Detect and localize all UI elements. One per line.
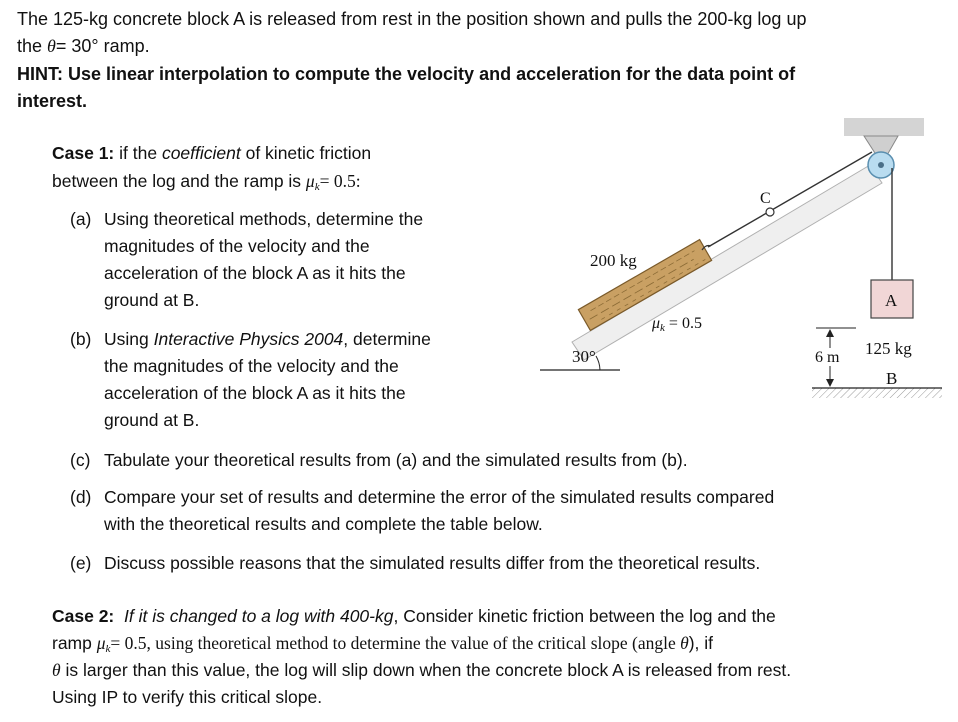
item-a-line-3: acceleration of the block A as it hits the — [104, 263, 406, 283]
item-c-text: Tabulate your theoretical results from (a) and the simulated results from (b). — [104, 450, 688, 470]
item-a-line-1: Using theoretical methods, determine the — [104, 209, 424, 229]
problem-statement-line-2: the θ= 30° ramp. — [17, 36, 150, 56]
item-b-line-4: ground at B. — [104, 410, 200, 430]
case1-heading: Case 1: if the coefficient of kinetic friction — [52, 143, 372, 163]
item-b-line-2: the magnitudes of the velocity and the — [104, 356, 399, 376]
item-d-line-2: with the theoretical results and complete the table below. — [104, 514, 543, 534]
item-c-label: (c) — [70, 450, 91, 470]
item-d-label: (d) — [70, 487, 92, 507]
height-label: 6 m — [815, 349, 840, 366]
item-a-label: (a) — [70, 209, 92, 229]
ground-b-hatch — [812, 388, 942, 398]
ground-b-label: B — [886, 369, 898, 388]
block-mass-label: 125 kg — [865, 339, 912, 358]
ceiling-support — [844, 118, 924, 136]
block-a-label: A — [885, 291, 898, 310]
pin-c — [766, 208, 774, 216]
angle-label: 30° — [572, 347, 596, 366]
problem-statement-line-1: The 125-kg concrete block A is released from rest in the position shown and pulls the 200-kg log up — [17, 9, 807, 29]
angle-arc — [596, 356, 600, 370]
case2-line-3: θ is larger than this value, the log will slip down when the concrete block A is released from rest. — [52, 660, 792, 680]
pulley-c-label: C — [760, 190, 771, 207]
item-b-line-3: acceleration of the block A as it hits the — [104, 383, 406, 403]
dimension-upper-arrowhead — [826, 329, 834, 337]
item-a-line-4: ground at B. — [104, 290, 200, 310]
case2-line-2: ramp $\mu_k= 0.5$, using theoretical method to determine the value of the critical slope (angle θ), if — [52, 633, 714, 655]
item-e-text: Discuss possible reasons that the simulated results differ from the theoretical results. — [104, 553, 761, 573]
case1-friction-line: between the log and the ramp is $\mu_k= 0.5$: — [52, 171, 361, 193]
pulley-hub — [878, 162, 884, 168]
item-d-line-1: Compare your set of results and determine the error of the simulated results compared — [104, 487, 775, 507]
log-mass-label: 200 kg — [590, 251, 637, 270]
hint-line-2: interest. — [17, 91, 88, 111]
ramp-figure — [520, 110, 950, 435]
dimension-lower-arrowhead — [826, 379, 834, 387]
item-a-line-2: magnitudes of the velocity and the — [104, 236, 370, 256]
item-b-label: (b) — [70, 329, 92, 349]
case2-heading: Case 2: If it is changed to a log with 400-kg, Consider kinetic friction between the log and the — [52, 606, 776, 626]
item-e-label: (e) — [70, 553, 92, 573]
case2-line-4: Using IP to verify this critical slope. — [52, 687, 323, 707]
hint-line-1: HINT: Use linear interpolation to compute the velocity and acceleration for the data point of — [17, 64, 796, 84]
friction-label: μk = 0.5 — [652, 315, 702, 334]
item-b-line-1: Using Interactive Physics 2004, determine — [104, 329, 431, 349]
